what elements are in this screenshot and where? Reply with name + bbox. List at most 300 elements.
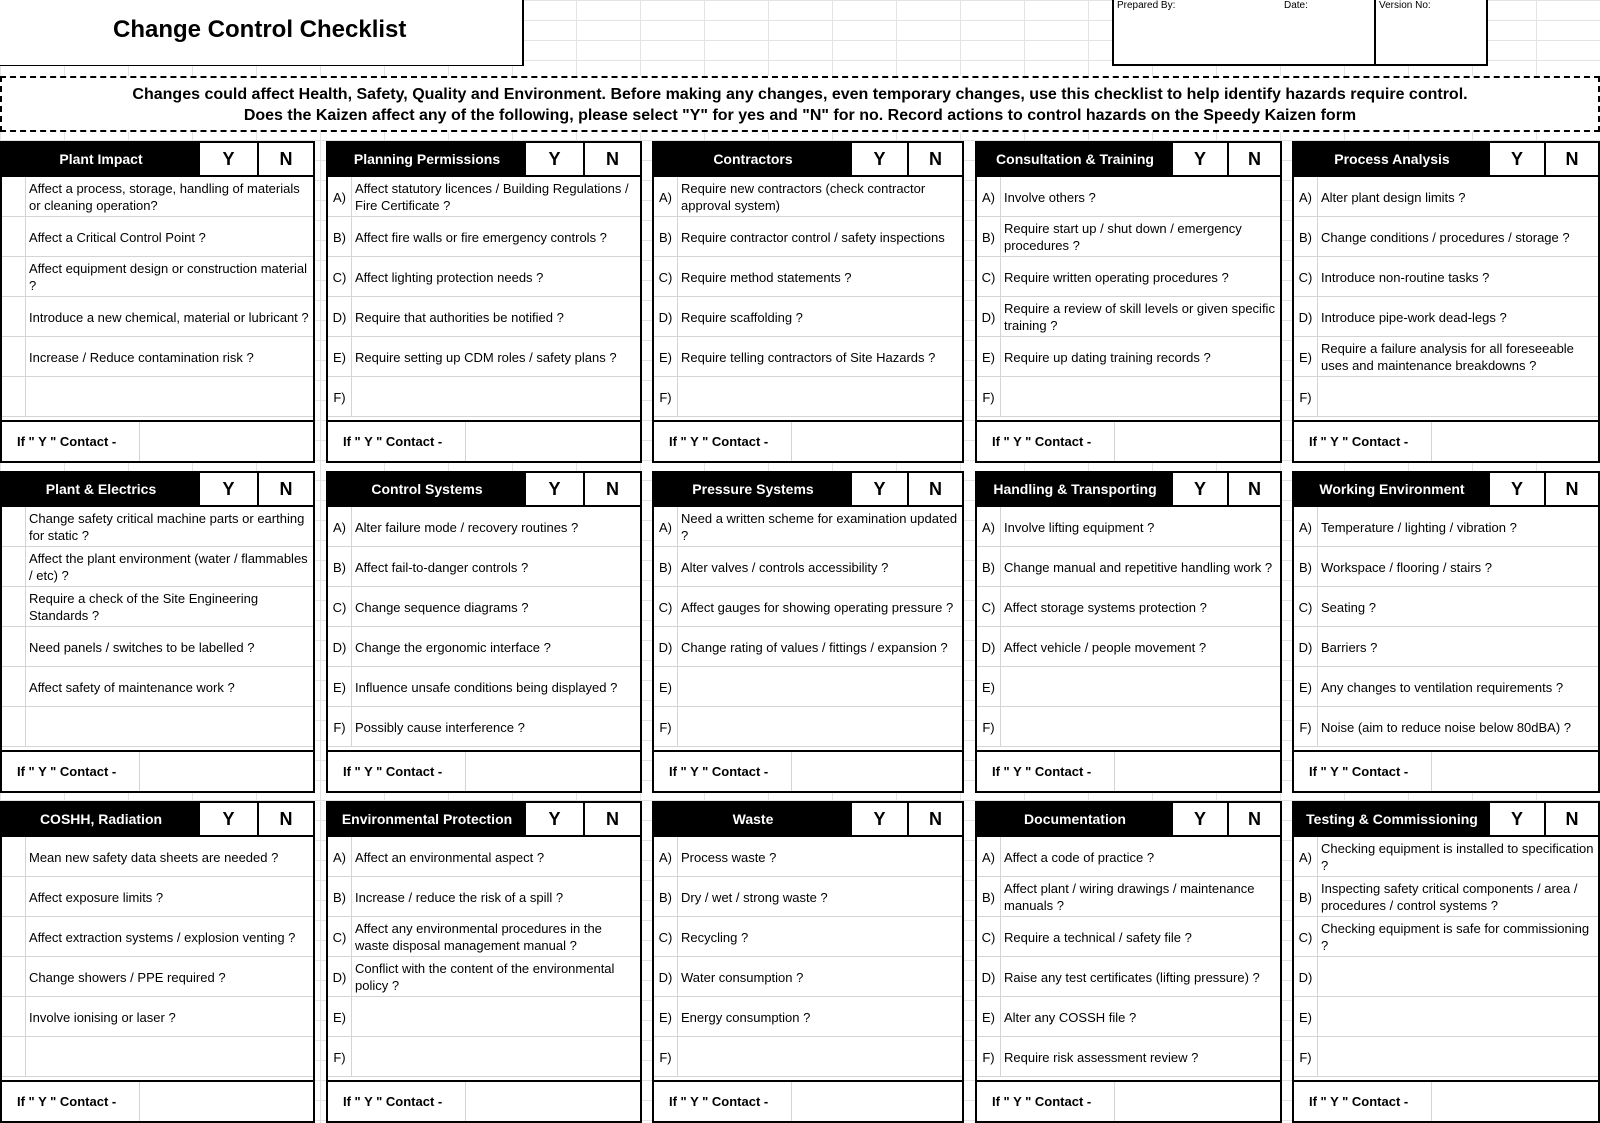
item-text: Increase / Reduce contamination risk ? bbox=[29, 349, 254, 365]
item-letter: F) bbox=[328, 707, 352, 747]
checklist-item[interactable] bbox=[1294, 337, 1598, 377]
item-letter: D) bbox=[1294, 957, 1318, 997]
contact-row[interactable] bbox=[2, 750, 313, 791]
checklist-item[interactable] bbox=[977, 217, 1280, 257]
checklist-item[interactable] bbox=[977, 257, 1280, 297]
contact-label: If " Y " Contact - bbox=[343, 1094, 443, 1109]
checklist-item[interactable] bbox=[328, 667, 640, 707]
section-consultation-and-training bbox=[975, 141, 1282, 463]
contact-divider bbox=[1431, 1082, 1432, 1121]
prepared-by-field[interactable] bbox=[1112, 0, 1283, 66]
item-text: Affect a code of practice ? bbox=[1004, 849, 1155, 865]
item-text bbox=[29, 377, 311, 417]
item-text: Workspace / flooring / stairs ? bbox=[1321, 559, 1492, 575]
item-text: Barriers ? bbox=[1321, 639, 1378, 655]
item-text: Affect storage systems protection ? bbox=[1004, 599, 1207, 615]
section-header bbox=[654, 803, 962, 837]
item-letter: B) bbox=[977, 547, 1001, 587]
yes-checkbox[interactable]: Y bbox=[222, 478, 235, 499]
checklist-item[interactable] bbox=[1294, 297, 1598, 337]
contact-divider bbox=[465, 752, 466, 791]
contact-divider bbox=[791, 1082, 792, 1121]
checklist-item[interactable] bbox=[2, 1037, 313, 1077]
item-letter: D) bbox=[328, 957, 352, 997]
checklist-item[interactable] bbox=[328, 257, 640, 297]
section-header bbox=[1294, 143, 1598, 177]
no-checkbox[interactable]: N bbox=[907, 473, 962, 505]
yes-checkbox[interactable]: Y bbox=[1510, 808, 1523, 829]
checklist-item[interactable] bbox=[977, 917, 1280, 957]
checklist-item[interactable] bbox=[2, 957, 313, 997]
checklist-item[interactable] bbox=[977, 377, 1280, 417]
contact-divider bbox=[791, 422, 792, 461]
checklist-item[interactable] bbox=[2, 917, 313, 957]
yes-checkbox[interactable]: Y bbox=[1193, 478, 1206, 499]
item-letter: C) bbox=[977, 917, 1001, 957]
checklist-item[interactable] bbox=[1294, 997, 1598, 1037]
checklist-item[interactable] bbox=[2, 257, 313, 297]
item-letter bbox=[2, 917, 26, 957]
contact-row[interactable] bbox=[654, 1080, 962, 1121]
no-checkbox[interactable]: N bbox=[583, 473, 640, 505]
item-text: Affect equipment design or construction material ? bbox=[29, 261, 307, 293]
item-text bbox=[1004, 667, 1278, 707]
item-letter: F) bbox=[977, 707, 1001, 747]
item-letter: E) bbox=[328, 997, 352, 1037]
checklist-item[interactable] bbox=[328, 217, 640, 257]
contact-row[interactable] bbox=[977, 1080, 1280, 1121]
checklist-item[interactable] bbox=[328, 337, 640, 377]
item-letter: D) bbox=[1294, 297, 1318, 337]
checklist-item[interactable] bbox=[977, 957, 1280, 997]
yes-checkbox[interactable]: Y bbox=[1193, 148, 1206, 169]
checklist-item[interactable] bbox=[328, 177, 640, 217]
item-letter: F) bbox=[1294, 1037, 1318, 1077]
item-text: Process waste ? bbox=[681, 849, 777, 865]
item-letter: C) bbox=[654, 587, 678, 627]
item-letter: F) bbox=[328, 1037, 352, 1077]
checklist-item[interactable] bbox=[328, 547, 640, 587]
section-coshh-radiation bbox=[0, 801, 315, 1123]
section-contractors bbox=[652, 141, 964, 463]
item-text bbox=[355, 377, 638, 417]
item-text: Alter any COSSH file ? bbox=[1004, 1009, 1137, 1025]
yes-checkbox[interactable]: Y bbox=[873, 808, 886, 829]
item-text: Temperature / lighting / vibration ? bbox=[1321, 519, 1517, 535]
no-checkbox[interactable]: N bbox=[583, 803, 640, 835]
checklist-item[interactable] bbox=[654, 917, 962, 957]
item-text: Introduce non-routine tasks ? bbox=[1321, 269, 1490, 285]
checklist-item[interactable] bbox=[328, 997, 640, 1037]
no-checkbox[interactable]: N bbox=[1544, 143, 1598, 175]
checklist-item[interactable] bbox=[654, 957, 962, 997]
yes-checkbox[interactable]: Y bbox=[548, 808, 561, 829]
item-letter bbox=[2, 707, 26, 747]
checklist-item[interactable] bbox=[977, 837, 1280, 877]
item-text: Noise (aim to reduce noise below 80dBA) ? bbox=[1321, 719, 1572, 735]
checklist-item[interactable] bbox=[654, 217, 962, 257]
checklist-item[interactable] bbox=[1294, 177, 1598, 217]
contact-label: If " Y " Contact - bbox=[343, 434, 443, 449]
checklist-item[interactable] bbox=[654, 587, 962, 627]
item-text: Conflict with the content of the environmental policy ? bbox=[355, 961, 615, 993]
checklist-item[interactable] bbox=[977, 627, 1280, 667]
item-text: Require that authorities be notified ? bbox=[355, 309, 564, 325]
checklist-item[interactable] bbox=[2, 667, 313, 707]
no-checkbox[interactable]: N bbox=[1227, 143, 1280, 175]
item-text: Introduce a new chemical, material or lubricant ? bbox=[29, 309, 309, 325]
checklist-item[interactable] bbox=[328, 587, 640, 627]
contact-label: If " Y " Contact - bbox=[669, 434, 769, 449]
item-letter: D) bbox=[654, 297, 678, 337]
no-checkbox[interactable]: N bbox=[907, 803, 962, 835]
date-field[interactable] bbox=[1281, 0, 1376, 66]
item-text bbox=[29, 707, 311, 747]
item-text bbox=[681, 707, 960, 747]
contact-divider bbox=[139, 422, 140, 461]
contact-label: If " Y " Contact - bbox=[1309, 434, 1409, 449]
item-text: Recycling ? bbox=[681, 929, 749, 945]
no-checkbox[interactable]: N bbox=[257, 803, 313, 835]
item-letter: B) bbox=[977, 877, 1001, 917]
checklist-item[interactable] bbox=[2, 507, 313, 547]
item-text: Checking equipment is installed to specification ? bbox=[1321, 841, 1594, 873]
item-letter: F) bbox=[1294, 377, 1318, 417]
item-letter: E) bbox=[654, 997, 678, 1037]
checklist-item[interactable] bbox=[977, 877, 1280, 917]
item-letter: A) bbox=[328, 507, 352, 547]
yes-checkbox[interactable]: Y bbox=[1193, 808, 1206, 829]
contact-row[interactable] bbox=[2, 420, 313, 461]
section-title: Pressure Systems bbox=[654, 473, 852, 505]
date-label: Date: bbox=[1284, 0, 1308, 11]
contact-divider bbox=[139, 752, 140, 791]
checklist-item[interactable] bbox=[1294, 877, 1598, 917]
item-text: Influence unsafe conditions being displayed ? bbox=[355, 679, 618, 695]
item-text bbox=[355, 1037, 638, 1077]
checklist-item[interactable] bbox=[2, 837, 313, 877]
section-header bbox=[328, 143, 640, 177]
checklist-item[interactable] bbox=[2, 627, 313, 667]
section-title: Contractors bbox=[654, 143, 852, 175]
yes-checkbox[interactable]: Y bbox=[548, 148, 561, 169]
contact-row[interactable] bbox=[328, 1080, 640, 1121]
contact-divider bbox=[1431, 752, 1432, 791]
item-letter: A) bbox=[328, 837, 352, 877]
contact-row[interactable] bbox=[328, 420, 640, 461]
section-title: Environmental Protection bbox=[328, 803, 526, 835]
section-environmental-protection bbox=[326, 801, 642, 1123]
checklist-item[interactable] bbox=[1294, 837, 1598, 877]
item-text: Mean new safety data sheets are needed ? bbox=[29, 849, 279, 865]
item-text bbox=[1004, 707, 1278, 747]
item-letter: A) bbox=[977, 507, 1001, 547]
item-letter: D) bbox=[328, 627, 352, 667]
section-title: Documentation bbox=[977, 803, 1173, 835]
contact-row[interactable] bbox=[654, 750, 962, 791]
checklist-item[interactable] bbox=[654, 1037, 962, 1077]
checklist-item[interactable] bbox=[1294, 1037, 1598, 1077]
item-text: Change showers / PPE required ? bbox=[29, 969, 226, 985]
contact-row[interactable] bbox=[2, 1080, 313, 1121]
section-plant-impact bbox=[0, 141, 315, 463]
checklist-item[interactable] bbox=[1294, 377, 1598, 417]
checklist-item[interactable] bbox=[1294, 667, 1598, 707]
contact-label: If " Y " Contact - bbox=[669, 1094, 769, 1109]
item-letter: F) bbox=[977, 377, 1001, 417]
checklist-item[interactable] bbox=[328, 957, 640, 997]
checklist-item[interactable] bbox=[654, 997, 962, 1037]
contact-divider bbox=[791, 752, 792, 791]
checklist-item[interactable] bbox=[328, 837, 640, 877]
section-waste bbox=[652, 801, 964, 1123]
no-checkbox[interactable]: N bbox=[1544, 473, 1598, 505]
checklist-item[interactable] bbox=[2, 177, 313, 217]
checklist-item[interactable] bbox=[1294, 217, 1598, 257]
item-letter: E) bbox=[1294, 337, 1318, 377]
section-testing-and-commissioning bbox=[1292, 801, 1600, 1123]
section-plant-and-electrics bbox=[0, 471, 315, 793]
yes-checkbox[interactable]: Y bbox=[1510, 478, 1523, 499]
item-letter: E) bbox=[977, 667, 1001, 707]
checklist-item[interactable] bbox=[977, 297, 1280, 337]
contact-label: If " Y " Contact - bbox=[669, 764, 769, 779]
checklist-item[interactable] bbox=[2, 297, 313, 337]
item-text bbox=[1321, 997, 1596, 1037]
item-letter: F) bbox=[328, 377, 352, 417]
item-letter: B) bbox=[328, 877, 352, 917]
checklist-item[interactable] bbox=[1294, 587, 1598, 627]
item-letter bbox=[2, 957, 26, 997]
item-text: Increase / reduce the risk of a spill ? bbox=[355, 889, 564, 905]
section-header bbox=[654, 473, 962, 507]
contact-row[interactable] bbox=[1294, 1080, 1598, 1121]
item-text: Checking equipment is safe for commissioning ? bbox=[1321, 921, 1590, 953]
item-letter: E) bbox=[654, 337, 678, 377]
instruction-line-2: Does the Kaizen affect any of the following, please select "Y" for yes and "N" for no. Record actions to control hazards on the Speedy Kaizen form bbox=[243, 107, 1357, 124]
item-text bbox=[1321, 1037, 1596, 1077]
checklist-item[interactable] bbox=[654, 547, 962, 587]
item-letter bbox=[2, 257, 26, 297]
item-letter: A) bbox=[977, 837, 1001, 877]
item-text bbox=[1321, 377, 1596, 417]
contact-label: If " Y " Contact - bbox=[992, 434, 1092, 449]
checklist-item[interactable] bbox=[654, 297, 962, 337]
yes-checkbox[interactable]: Y bbox=[222, 808, 235, 829]
section-process-analysis bbox=[1292, 141, 1600, 463]
item-text: Affect safety of maintenance work ? bbox=[29, 679, 235, 695]
section-title: Plant & Electrics bbox=[2, 473, 200, 505]
instruction-line-1: Changes could affect Health, Safety, Quality and Environment. Before making any changes, even temporary changes, use this checklist to help identify hazards require control. bbox=[132, 86, 1468, 103]
checklist-item[interactable] bbox=[1294, 627, 1598, 667]
checklist-item[interactable] bbox=[2, 337, 313, 377]
prepared-by-label: Prepared By: bbox=[1117, 0, 1176, 11]
item-letter: F) bbox=[654, 1037, 678, 1077]
item-letter bbox=[2, 507, 26, 547]
checklist-item[interactable] bbox=[1294, 957, 1598, 997]
item-text: Change sequence diagrams ? bbox=[355, 599, 529, 615]
contact-row[interactable] bbox=[1294, 750, 1598, 791]
checklist-item[interactable] bbox=[654, 627, 962, 667]
item-letter: A) bbox=[654, 507, 678, 547]
contact-divider bbox=[465, 1082, 466, 1121]
no-checkbox[interactable]: N bbox=[257, 473, 313, 505]
item-text: Affect gauges for showing operating pressure ? bbox=[681, 599, 954, 615]
item-letter bbox=[2, 547, 26, 587]
checklist-item[interactable] bbox=[977, 587, 1280, 627]
yes-checkbox[interactable]: Y bbox=[1510, 148, 1523, 169]
section-header bbox=[2, 143, 313, 177]
contact-row[interactable] bbox=[977, 750, 1280, 791]
item-text bbox=[1004, 377, 1278, 417]
item-text bbox=[681, 1037, 960, 1077]
checklist-item[interactable] bbox=[977, 707, 1280, 747]
no-checkbox[interactable]: N bbox=[1227, 473, 1280, 505]
item-text: Change safety critical machine parts or earthing for static ? bbox=[29, 511, 305, 543]
contact-row[interactable] bbox=[328, 750, 640, 791]
item-text: Require method statements ? bbox=[681, 269, 852, 285]
section-title: Control Systems bbox=[328, 473, 526, 505]
checklist-item[interactable] bbox=[1294, 707, 1598, 747]
item-letter: B) bbox=[1294, 217, 1318, 257]
checklist-item[interactable] bbox=[977, 507, 1280, 547]
checklist-item[interactable] bbox=[977, 337, 1280, 377]
no-checkbox[interactable]: N bbox=[1227, 803, 1280, 835]
item-letter: A) bbox=[654, 177, 678, 217]
item-text: Seating ? bbox=[1321, 599, 1376, 615]
item-letter bbox=[2, 177, 26, 217]
item-text: Require setting up CDM roles / safety plans ? bbox=[355, 349, 617, 365]
checklist-item[interactable] bbox=[977, 547, 1280, 587]
item-text: Alter plant design limits ? bbox=[1321, 189, 1466, 205]
checklist-item[interactable] bbox=[2, 877, 313, 917]
item-letter: C) bbox=[1294, 587, 1318, 627]
checklist-item[interactable] bbox=[2, 217, 313, 257]
checklist-item[interactable] bbox=[328, 917, 640, 957]
contact-label: If " Y " Contact - bbox=[992, 1094, 1092, 1109]
checklist-item[interactable] bbox=[328, 1037, 640, 1077]
contact-divider bbox=[1114, 752, 1115, 791]
item-text: Affect a Critical Control Point ? bbox=[29, 229, 206, 245]
section-header bbox=[977, 143, 1280, 177]
yes-checkbox[interactable]: Y bbox=[873, 148, 886, 169]
checklist-item[interactable] bbox=[328, 507, 640, 547]
item-letter bbox=[2, 217, 26, 257]
item-text: Introduce pipe-work dead-legs ? bbox=[1321, 309, 1507, 325]
item-letter: E) bbox=[977, 337, 1001, 377]
item-text: Require a review of skill levels or given specific training ? bbox=[1004, 301, 1275, 333]
checklist-item[interactable] bbox=[2, 997, 313, 1037]
checklist-item[interactable] bbox=[654, 877, 962, 917]
item-text: Affect fail-to-danger controls ? bbox=[355, 559, 529, 575]
item-text: Inspecting safety critical components / area / procedures / control systems ? bbox=[1321, 881, 1578, 913]
checklist-item[interactable] bbox=[1294, 917, 1598, 957]
item-text bbox=[29, 1037, 311, 1077]
no-checkbox[interactable]: N bbox=[583, 143, 640, 175]
checklist-item[interactable] bbox=[2, 547, 313, 587]
item-letter bbox=[2, 667, 26, 707]
section-header bbox=[1294, 803, 1598, 837]
item-text: Change rating of values / fittings / expansion ? bbox=[681, 639, 948, 655]
item-text: Require contractor control / safety inspections bbox=[681, 229, 945, 245]
item-text: Need panels / switches to be labelled ? bbox=[29, 639, 255, 655]
item-letter: B) bbox=[328, 547, 352, 587]
item-letter: D) bbox=[977, 627, 1001, 667]
item-letter: B) bbox=[1294, 547, 1318, 587]
checklist-item[interactable] bbox=[328, 297, 640, 337]
item-letter bbox=[2, 587, 26, 627]
version-label: Version No: bbox=[1379, 0, 1431, 11]
checklist-item[interactable] bbox=[2, 377, 313, 417]
yes-checkbox[interactable]: Y bbox=[873, 478, 886, 499]
checklist-item[interactable] bbox=[328, 627, 640, 667]
item-letter: C) bbox=[1294, 917, 1318, 957]
no-checkbox[interactable]: N bbox=[1544, 803, 1598, 835]
checklist-item[interactable] bbox=[654, 377, 962, 417]
item-text: Involve others ? bbox=[1004, 189, 1096, 205]
checklist-item[interactable] bbox=[328, 877, 640, 917]
item-letter: A) bbox=[1294, 177, 1318, 217]
checklist-item[interactable] bbox=[1294, 547, 1598, 587]
section-header bbox=[328, 473, 640, 507]
checklist-item[interactable] bbox=[654, 667, 962, 707]
section-header bbox=[654, 143, 962, 177]
checklist-item[interactable] bbox=[2, 707, 313, 747]
item-text: Affect the plant environment (water / flammables / etc) ? bbox=[29, 551, 308, 583]
item-text: Affect lighting protection needs ? bbox=[355, 269, 544, 285]
checklist-item[interactable] bbox=[654, 837, 962, 877]
checklist-item[interactable] bbox=[2, 587, 313, 627]
contact-row[interactable] bbox=[977, 420, 1280, 461]
checklist-item[interactable] bbox=[654, 507, 962, 547]
checklist-item[interactable] bbox=[1294, 257, 1598, 297]
title-box bbox=[0, 0, 524, 66]
item-letter: A) bbox=[328, 177, 352, 217]
checklist-item[interactable] bbox=[977, 667, 1280, 707]
checklist-item[interactable] bbox=[977, 177, 1280, 217]
item-text: Require written operating procedures ? bbox=[1004, 269, 1229, 285]
item-text: Involve ionising or laser ? bbox=[29, 1009, 176, 1025]
contact-row[interactable] bbox=[1294, 420, 1598, 461]
checklist-item[interactable] bbox=[654, 337, 962, 377]
checklist-item[interactable] bbox=[654, 257, 962, 297]
contact-row[interactable] bbox=[654, 420, 962, 461]
version-field[interactable] bbox=[1374, 0, 1488, 66]
item-letter: C) bbox=[977, 587, 1001, 627]
checklist-item[interactable] bbox=[977, 1037, 1280, 1077]
yes-checkbox[interactable]: Y bbox=[222, 148, 235, 169]
item-letter bbox=[2, 997, 26, 1037]
yes-checkbox[interactable]: Y bbox=[548, 478, 561, 499]
item-text: Require start up / shut down / emergency procedures ? bbox=[1004, 221, 1242, 253]
checklist-item[interactable] bbox=[1294, 507, 1598, 547]
checklist-item[interactable] bbox=[328, 707, 640, 747]
item-letter: F) bbox=[654, 377, 678, 417]
checklist-item[interactable] bbox=[654, 707, 962, 747]
item-text: Affect exposure limits ? bbox=[29, 889, 164, 905]
checklist-item[interactable] bbox=[328, 377, 640, 417]
checklist-item[interactable] bbox=[977, 997, 1280, 1037]
item-text: Water consumption ? bbox=[681, 969, 804, 985]
item-text: Alter valves / controls accessibility ? bbox=[681, 559, 889, 575]
checklist-item[interactable] bbox=[654, 177, 962, 217]
section-title: Plant Impact bbox=[2, 143, 200, 175]
no-checkbox[interactable]: N bbox=[907, 143, 962, 175]
item-text: Affect fire walls or fire emergency controls ? bbox=[355, 229, 607, 245]
item-letter bbox=[2, 377, 26, 417]
section-control-systems bbox=[326, 471, 642, 793]
no-checkbox[interactable]: N bbox=[257, 143, 313, 175]
